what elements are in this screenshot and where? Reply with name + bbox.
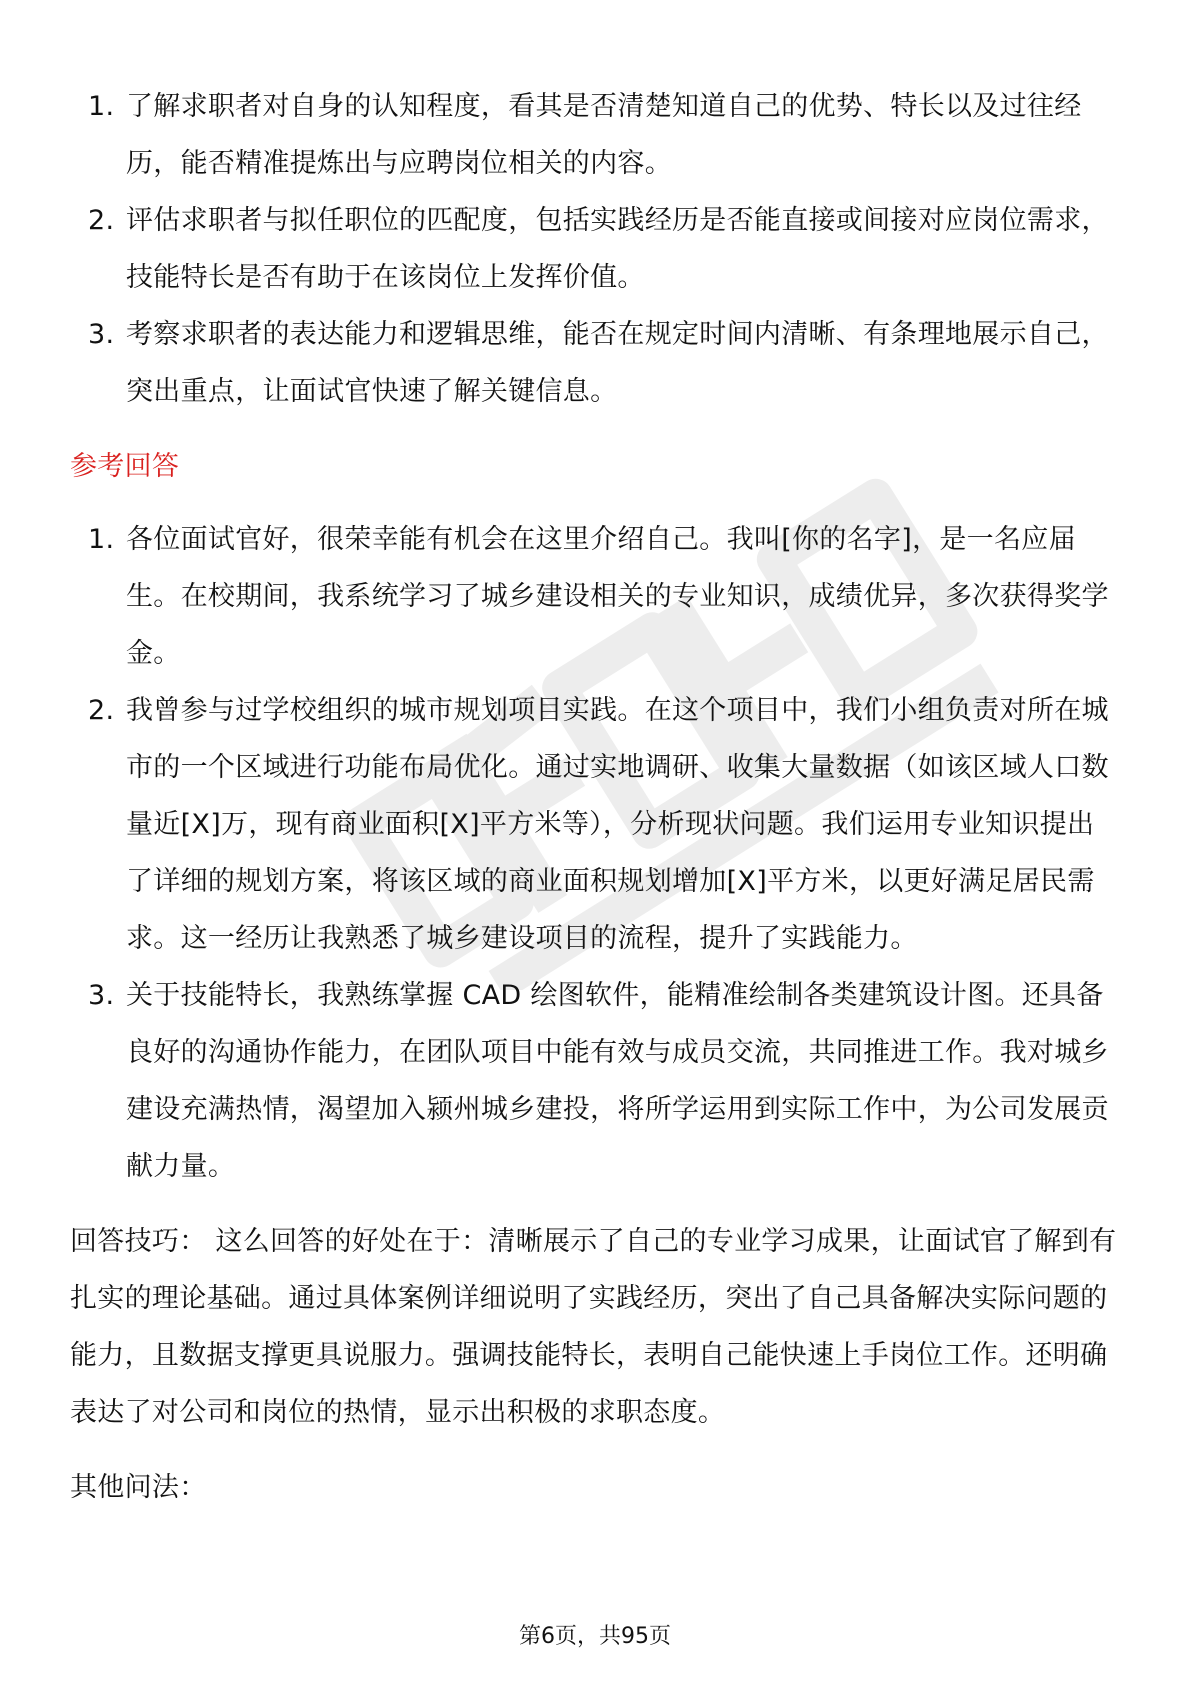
list-text: 考察求职者的表达能力和逻辑思维，能否在规定时间内清晰、有条理地展示自己，突出重点，让面试官快速了解关键信息。 xyxy=(126,319,1109,407)
list-item xyxy=(70,511,1120,682)
tips-text: 这么回答的好处在于：清晰展示了自己的专业学习成果，让面试官了解到有扎实的理论基础。通过具体案例详细说明了实践经历，突出了自己具备解决实际问题的能力，且数据支撑更具说服力。强调技能特长，表明自己能快速上手岗位工作。还明确表达了对公司和岗位的热情，显示出积极的求职态度。 xyxy=(70,1226,1117,1428)
list-item xyxy=(70,682,1120,967)
answer-tips-paragraph xyxy=(70,1213,1120,1441)
list-number: 2. xyxy=(88,695,115,726)
list-number: 1. xyxy=(88,524,115,555)
list-item xyxy=(70,78,1120,192)
purpose-list xyxy=(70,78,1120,420)
tips-label: 回答技巧： xyxy=(70,1226,207,1257)
list-number: 3. xyxy=(88,319,115,350)
other-questions-label: 其他问法： xyxy=(70,1472,207,1503)
answer-list xyxy=(70,511,1120,1195)
section-title-reference-answer: 参考回答 xyxy=(70,451,180,482)
list-text: 了解求职者对自身的认知程度，看其是否清楚知道自己的优势、特长以及过往经历，能否精准提炼出与应聘岗位相关的内容。 xyxy=(126,91,1082,179)
list-text: 关于技能特长，我熟练掌握 CAD 绘图软件，能精准绘制各类建筑设计图。还具备良好的沟通协作能力，在团队项目中能有效与成员交流，共同推进工作。我对城乡建设充满热情，渴望加入颍州城乡建投，将所学运用到实际工作中，为公司发展贡献力量。 xyxy=(126,980,1109,1182)
list-number: 3. xyxy=(88,980,115,1011)
list-text: 各位面试官好，很荣幸能有机会在这里介绍自己。我叫[你的名字]，是一名应届生。在校期间，我系统学习了城乡建设相关的专业知识，成绩优异，多次获得奖学金。 xyxy=(126,524,1109,669)
page-footer: 第6页，共95页 xyxy=(519,1624,671,1649)
document-body xyxy=(70,78,1120,1516)
list-item xyxy=(70,967,1120,1195)
list-item xyxy=(70,306,1120,420)
list-text: 我曾参与过学校组织的城市规划项目实践。在这个项目中，我们小组负责对所在城市的一个区域进行功能布局优化。通过实地调研、收集大量数据（如该区域人口数量近[X]万，现有商业面积[X]平方米等），分析现状问题。我们运用专业知识提出了详细的规划方案，将该区域的商业面积规划增加[X]平方米，以更好满足居民需求。这一经历让我熟悉了城乡建设项目的流程，提升了实践能力。 xyxy=(126,695,1109,954)
list-text: 评估求职者与拟任职位的匹配度，包括实践经历是否能直接或间接对应岗位需求，技能特长是否有助于在该岗位上发挥价值。 xyxy=(126,205,1109,293)
list-number: 1. xyxy=(88,91,115,122)
list-item xyxy=(70,192,1120,306)
list-number: 2. xyxy=(88,205,115,236)
